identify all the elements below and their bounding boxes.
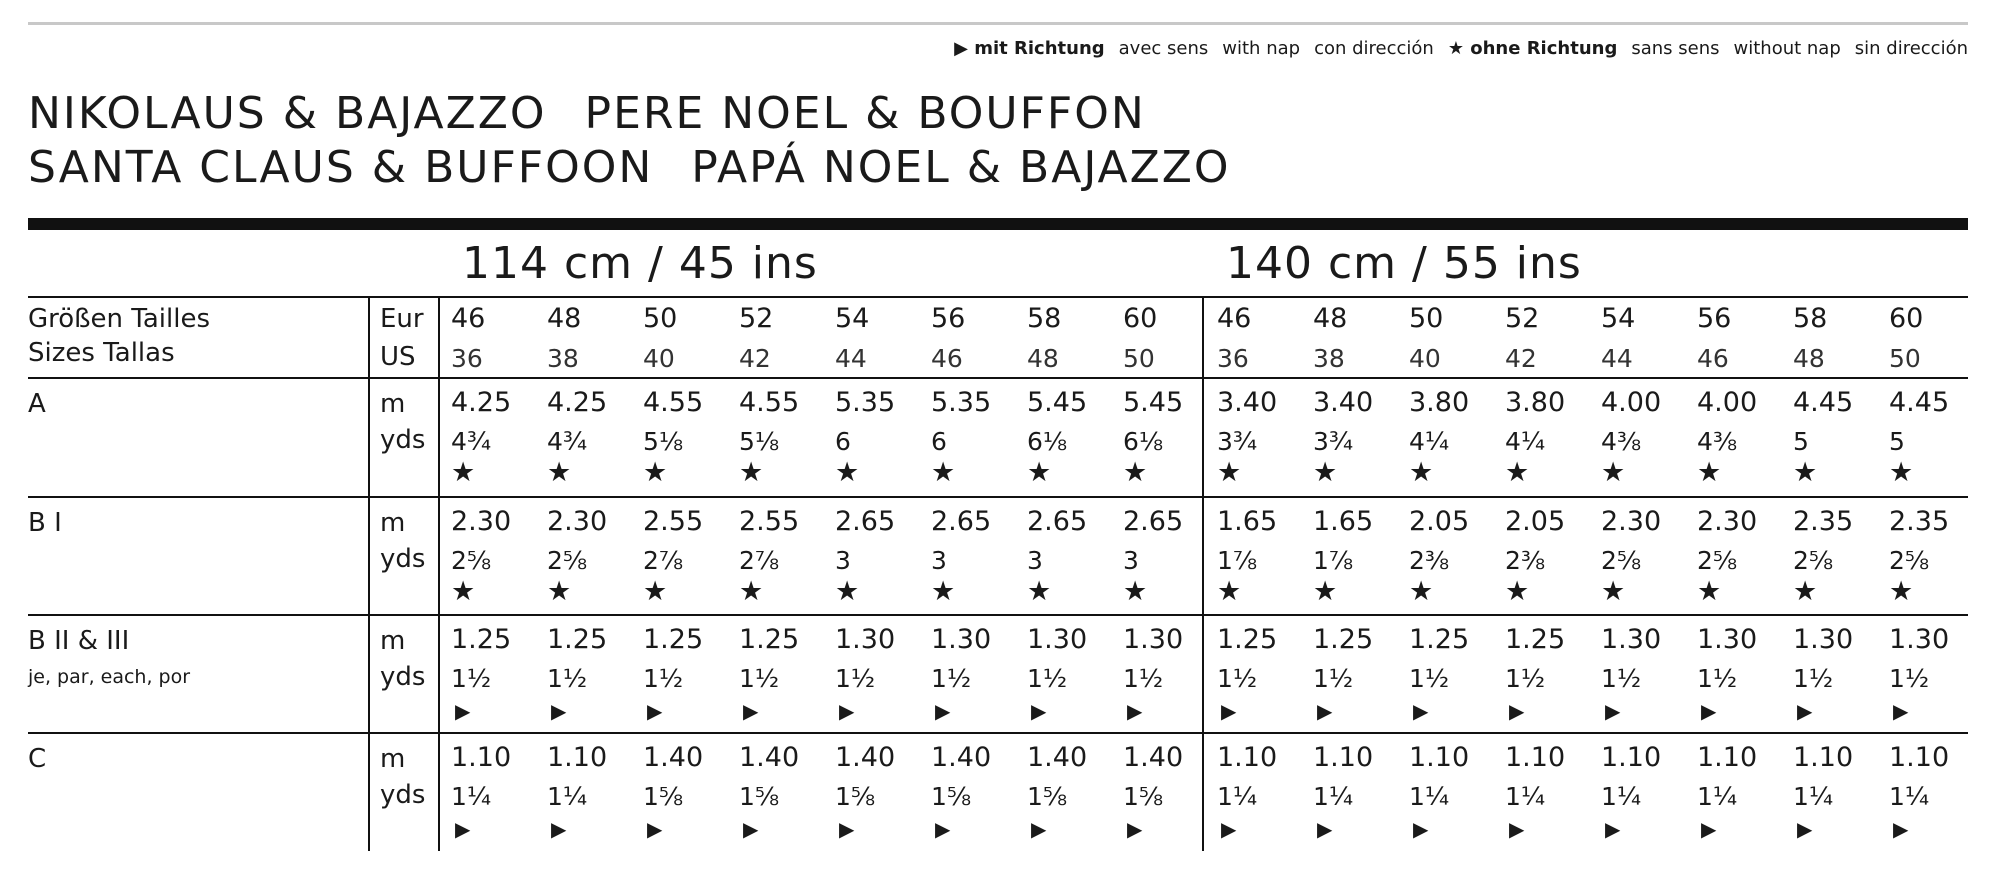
with-nap-triangle-icon: ▶ (1797, 817, 1813, 841)
meters-value: 1.10 (1313, 742, 1374, 773)
yards-value: 1¼ (1793, 782, 1834, 811)
size-eur: 56 (931, 303, 966, 334)
with-nap-triangle-icon: ▶ (1317, 699, 1333, 723)
meters-value: 1.65 (1313, 506, 1374, 537)
size-eur: 46 (1217, 303, 1252, 334)
legend-translation: with nap (1222, 38, 1301, 59)
meters-value: 1.25 (1313, 624, 1374, 655)
with-nap-triangle-icon: ▶ (1317, 817, 1333, 841)
meters-value: 1.65 (1217, 506, 1278, 537)
without-nap-star-icon: ★ (1793, 457, 1818, 488)
meters-value: 1.10 (1217, 742, 1278, 773)
yards-value: 5⅛ (739, 427, 780, 456)
without-nap-star-icon: ★ (931, 576, 956, 607)
row-label: C (28, 744, 47, 774)
with-nap-triangle-icon: ▶ (1893, 817, 1909, 841)
yards-value: 6⅛ (1027, 427, 1068, 456)
legend-translation: avec sens (1118, 38, 1209, 59)
table-column-rule (368, 296, 370, 851)
with-nap-triangle-icon: ▶ (1413, 817, 1429, 841)
fabric-width-114: 114 cm / 45 ins (462, 238, 818, 289)
yards-value: 6 (931, 427, 947, 456)
with-nap-triangle-icon: ▶ (743, 817, 759, 841)
meters-value: 2.05 (1409, 506, 1470, 537)
with-nap-triangle-icon: ▶ (647, 699, 663, 723)
unit-yds: yds (380, 780, 426, 810)
meters-value: 1.10 (1793, 742, 1854, 773)
table-column-rule (438, 296, 440, 851)
meters-value: 2.65 (1123, 506, 1184, 537)
row-label: A (28, 389, 46, 419)
without-nap-star-icon: ★ (1505, 457, 1530, 488)
yards-value: 1½ (1505, 664, 1546, 693)
without-nap-star-icon: ★ (1697, 457, 1722, 488)
yards-value: 5 (1889, 427, 1905, 456)
row-label: B II & III (28, 626, 130, 656)
yards-value: 3 (931, 546, 947, 575)
yards-value: 1¼ (1313, 782, 1354, 811)
yards-value: 3 (835, 546, 851, 575)
unit-yds: yds (380, 544, 426, 574)
yards-value: 3¾ (1313, 427, 1354, 456)
without-nap-star-icon: ★ (1601, 457, 1626, 488)
size-eur: 56 (1697, 303, 1732, 334)
without-nap-star-icon: ★ (1123, 576, 1148, 607)
yards-value: 5 (1793, 427, 1809, 456)
yards-value: 2⅝ (451, 546, 492, 575)
meters-value: 2.55 (739, 506, 800, 537)
meters-value: 3.80 (1505, 387, 1566, 418)
size-eur: 58 (1793, 303, 1828, 334)
table-rule (28, 296, 1968, 298)
meters-value: 1.40 (931, 742, 992, 773)
yards-value: 1½ (1123, 664, 1164, 693)
yards-value: 1½ (1313, 664, 1354, 693)
meters-value: 2.05 (1505, 506, 1566, 537)
meters-value: 1.30 (931, 624, 992, 655)
with-nap-triangle-icon: ▶ (1509, 699, 1525, 723)
meters-value: 1.30 (835, 624, 896, 655)
yards-value: 4¾ (547, 427, 588, 456)
size-eur: 50 (643, 303, 678, 334)
without-nap-star-icon: ★ (1123, 457, 1148, 488)
meters-value: 1.40 (1123, 742, 1184, 773)
yards-value: 4⅜ (1697, 427, 1738, 456)
size-us: 36 (451, 344, 483, 373)
with-nap-triangle-icon: ▶ (1509, 817, 1525, 841)
meters-value: 1.10 (1697, 742, 1758, 773)
with-nap-triangle-icon: ▶ (1701, 817, 1717, 841)
size-us: 48 (1793, 344, 1825, 373)
meters-value: 1.25 (739, 624, 800, 655)
with-nap-triangle-icon: ▶ (455, 699, 471, 723)
yards-value: 3 (1123, 546, 1139, 575)
table-rule (28, 614, 1968, 616)
meters-value: 1.40 (739, 742, 800, 773)
meters-value: 1.40 (643, 742, 704, 773)
meters-value: 1.25 (1505, 624, 1566, 655)
legend-translation: sans sens (1631, 38, 1720, 59)
title-line-1 (28, 88, 1146, 139)
yards-value: 2⅝ (1889, 546, 1930, 575)
meters-value: 2.35 (1793, 506, 1854, 537)
unit-m: m (380, 744, 406, 774)
without-nap-star-icon: ★ (1601, 576, 1626, 607)
yards-value: 3 (1027, 546, 1043, 575)
size-eur: 58 (1027, 303, 1062, 334)
yards-value: 4¼ (1505, 427, 1546, 456)
yards-value: 1⅝ (643, 782, 684, 811)
meters-value: 2.30 (451, 506, 512, 537)
without-nap-star-icon: ★ (1505, 576, 1530, 607)
meters-value: 2.30 (1697, 506, 1758, 537)
legend-translation: con dirección (1314, 38, 1434, 59)
meters-value: 5.45 (1123, 387, 1184, 418)
with-nap-triangle-icon: ▶ (1413, 699, 1429, 723)
size-eur: 52 (1505, 303, 1540, 334)
meters-value: 4.25 (547, 387, 608, 418)
meters-value: 3.80 (1409, 387, 1470, 418)
yards-value: 1½ (451, 664, 492, 693)
size-us: 40 (643, 344, 675, 373)
yards-value: 2⅝ (1601, 546, 1642, 575)
row-sublabel: je, par, each, por (28, 666, 191, 688)
meters-value: 5.35 (931, 387, 992, 418)
meters-value: 1.30 (1697, 624, 1758, 655)
yards-value: 1½ (643, 664, 684, 693)
with-nap-triangle-icon: ▶ (935, 817, 951, 841)
without-nap-star-icon: ★ (1409, 576, 1434, 607)
size-us: 46 (1697, 344, 1729, 373)
size-us: 36 (1217, 344, 1249, 373)
meters-value: 1.10 (451, 742, 512, 773)
size-eur: 50 (1409, 303, 1444, 334)
title-es: PAPÁ NOEL & BAJAZZO (691, 142, 1231, 193)
meters-value: 1.30 (1027, 624, 1088, 655)
size-eur: 48 (547, 303, 582, 334)
yards-value: 1½ (739, 664, 780, 693)
with-nap-triangle-icon: ▶ (551, 817, 567, 841)
without-nap-star-icon: ★ (1027, 576, 1052, 607)
size-us: 38 (547, 344, 579, 373)
legend-key: ★ ohne Richtung (1447, 38, 1618, 59)
size-us: 48 (1027, 344, 1059, 373)
yards-value: 2⅝ (547, 546, 588, 575)
meters-value: 1.25 (547, 624, 608, 655)
with-nap-triangle-icon: ▶ (1797, 699, 1813, 723)
title-en: SANTA CLAUS & BUFFOON (28, 142, 654, 193)
yards-value: 1½ (1601, 664, 1642, 693)
yards-value: 2⅝ (1697, 546, 1738, 575)
with-nap-triangle-icon: ▶ (743, 699, 759, 723)
without-nap-star-icon: ★ (1217, 457, 1242, 488)
meters-value: 1.25 (451, 624, 512, 655)
yards-value: 2⅜ (1505, 546, 1546, 575)
meters-value: 5.35 (835, 387, 896, 418)
top-divider (28, 22, 1968, 25)
size-eur: 54 (835, 303, 870, 334)
legend-translation: sin dirección (1854, 38, 1968, 59)
yards-value: 1½ (835, 664, 876, 693)
yards-value: 4¼ (1409, 427, 1450, 456)
title-line-2 (28, 142, 1231, 193)
meters-value: 4.45 (1793, 387, 1854, 418)
title-divider (28, 218, 1968, 230)
meters-value: 1.30 (1889, 624, 1950, 655)
meters-value: 2.30 (1601, 506, 1662, 537)
yards-value: 1½ (931, 664, 972, 693)
meters-value: 4.25 (451, 387, 512, 418)
with-nap-triangle-icon: ▶ (455, 817, 471, 841)
meters-value: 5.45 (1027, 387, 1088, 418)
size-us: 50 (1123, 344, 1155, 373)
yards-value: 6⅛ (1123, 427, 1164, 456)
without-nap-star-icon: ★ (739, 576, 764, 607)
unit-yds: yds (380, 662, 426, 692)
yards-value: 1⅝ (931, 782, 972, 811)
yards-value: 1½ (1793, 664, 1834, 693)
unit-m: m (380, 389, 406, 419)
size-us: 50 (1889, 344, 1921, 373)
meters-value: 2.35 (1889, 506, 1950, 537)
meters-value: 2.65 (835, 506, 896, 537)
meters-value: 1.40 (835, 742, 896, 773)
meters-value: 2.55 (643, 506, 704, 537)
without-nap-star-icon: ★ (643, 457, 668, 488)
yards-value: 1⅝ (739, 782, 780, 811)
yards-value: 1¼ (1601, 782, 1642, 811)
yards-value: 1¼ (1697, 782, 1738, 811)
meters-value: 4.55 (643, 387, 704, 418)
row-label: B I (28, 508, 62, 538)
without-nap-star-icon: ★ (1027, 457, 1052, 488)
yards-value: 4¾ (451, 427, 492, 456)
yards-value: 1½ (547, 664, 588, 693)
meters-value: 2.65 (1027, 506, 1088, 537)
with-nap-triangle-icon: ▶ (839, 817, 855, 841)
sizes-label: Sizes Tallas (28, 338, 175, 368)
meters-value: 1.25 (643, 624, 704, 655)
yards-value: 1¼ (1409, 782, 1450, 811)
size-us: 38 (1313, 344, 1345, 373)
meters-value: 4.45 (1889, 387, 1950, 418)
legend-translation: without nap (1733, 38, 1841, 59)
yards-value: 1½ (1409, 664, 1450, 693)
meters-value: 1.10 (547, 742, 608, 773)
meters-value: 1.10 (1505, 742, 1566, 773)
meters-value: 1.30 (1601, 624, 1662, 655)
yards-value: 1¼ (1217, 782, 1258, 811)
without-nap-star-icon: ★ (835, 576, 860, 607)
meters-value: 2.65 (931, 506, 992, 537)
without-nap-star-icon: ★ (1697, 576, 1722, 607)
without-nap-star-icon: ★ (451, 576, 476, 607)
yards-value: 6 (835, 427, 851, 456)
with-nap-triangle-icon: ▶ (1031, 699, 1047, 723)
table-rule (28, 496, 1968, 498)
without-nap-star-icon: ★ (547, 576, 572, 607)
meters-value: 1.30 (1123, 624, 1184, 655)
yards-value: 4⅜ (1601, 427, 1642, 456)
yards-value: 3¾ (1217, 427, 1258, 456)
yards-value: 1⅝ (835, 782, 876, 811)
table-rule (28, 732, 1968, 734)
size-us: 40 (1409, 344, 1441, 373)
with-nap-triangle-icon: ▶ (1701, 699, 1717, 723)
table-column-rule (1202, 296, 1204, 851)
yards-value: 1½ (1889, 664, 1930, 693)
meters-value: 1.10 (1409, 742, 1470, 773)
unit-m: m (380, 508, 406, 538)
size-eur: 46 (451, 303, 486, 334)
meters-value: 1.40 (1027, 742, 1088, 773)
legend-key: ▶ mit Richtung (954, 38, 1105, 59)
yards-value: 1½ (1027, 664, 1068, 693)
size-us: 44 (835, 344, 867, 373)
size-eur: 48 (1313, 303, 1348, 334)
meters-value: 1.25 (1217, 624, 1278, 655)
with-nap-triangle-icon: ▶ (839, 699, 855, 723)
size-us: 44 (1601, 344, 1633, 373)
meters-value: 1.25 (1409, 624, 1470, 655)
yards-value: 2⅝ (1793, 546, 1834, 575)
size-us: 46 (931, 344, 963, 373)
with-nap-triangle-icon: ▶ (1221, 817, 1237, 841)
unit-m: m (380, 626, 406, 656)
size-eur: 60 (1123, 303, 1158, 334)
with-nap-triangle-icon: ▶ (1221, 699, 1237, 723)
without-nap-star-icon: ★ (1793, 576, 1818, 607)
without-nap-star-icon: ★ (1889, 576, 1914, 607)
yards-value: 1¼ (547, 782, 588, 811)
size-eur: 52 (739, 303, 774, 334)
without-nap-star-icon: ★ (931, 457, 956, 488)
meters-value: 2.30 (547, 506, 608, 537)
eur-label: Eur (380, 304, 424, 334)
without-nap-star-icon: ★ (835, 457, 860, 488)
with-nap-triangle-icon: ▶ (1127, 817, 1143, 841)
yards-value: 2⅜ (1409, 546, 1450, 575)
without-nap-star-icon: ★ (1313, 576, 1338, 607)
yards-value: 1¼ (1889, 782, 1930, 811)
size-us: 42 (739, 344, 771, 373)
yards-value: 2⅞ (739, 546, 780, 575)
title-de: NIKOLAUS & BAJAZZO (28, 88, 547, 139)
nap-legend (940, 38, 1968, 59)
yards-value: 2⅞ (643, 546, 684, 575)
unit-yds: yds (380, 425, 426, 455)
sizes-label: Größen Tailles (28, 304, 211, 334)
meters-value: 1.10 (1889, 742, 1950, 773)
without-nap-star-icon: ★ (739, 457, 764, 488)
meters-value: 3.40 (1313, 387, 1374, 418)
without-nap-star-icon: ★ (547, 457, 572, 488)
yards-value: 1⅝ (1027, 782, 1068, 811)
with-nap-triangle-icon: ▶ (1605, 817, 1621, 841)
without-nap-star-icon: ★ (1889, 457, 1914, 488)
meters-value: 4.00 (1697, 387, 1758, 418)
with-nap-triangle-icon: ▶ (1031, 817, 1047, 841)
meters-value: 4.00 (1601, 387, 1662, 418)
with-nap-triangle-icon: ▶ (647, 817, 663, 841)
without-nap-star-icon: ★ (1409, 457, 1434, 488)
with-nap-triangle-icon: ▶ (935, 699, 951, 723)
yards-value: 1⅞ (1217, 546, 1258, 575)
us-label: US (380, 342, 416, 372)
size-eur: 60 (1889, 303, 1924, 334)
without-nap-star-icon: ★ (1217, 576, 1242, 607)
yards-value: 1¼ (1505, 782, 1546, 811)
yards-value: 1½ (1697, 664, 1738, 693)
meters-value: 1.30 (1793, 624, 1854, 655)
meters-value: 1.10 (1601, 742, 1662, 773)
with-nap-triangle-icon: ▶ (1605, 699, 1621, 723)
yards-value: 1¼ (451, 782, 492, 811)
yards-value: 1⅝ (1123, 782, 1164, 811)
yards-value: 1½ (1217, 664, 1258, 693)
meters-value: 3.40 (1217, 387, 1278, 418)
size-us: 42 (1505, 344, 1537, 373)
size-eur: 54 (1601, 303, 1636, 334)
table-rule (28, 377, 1968, 379)
title-fr: PERE NOEL & BOUFFON (584, 88, 1146, 139)
fabric-width-140: 140 cm / 55 ins (1226, 238, 1582, 289)
with-nap-triangle-icon: ▶ (551, 699, 567, 723)
yards-value: 5⅛ (643, 427, 684, 456)
without-nap-star-icon: ★ (451, 457, 476, 488)
meters-value: 4.55 (739, 387, 800, 418)
with-nap-triangle-icon: ▶ (1127, 699, 1143, 723)
yards-value: 1⅞ (1313, 546, 1354, 575)
without-nap-star-icon: ★ (643, 576, 668, 607)
without-nap-star-icon: ★ (1313, 457, 1338, 488)
with-nap-triangle-icon: ▶ (1893, 699, 1909, 723)
